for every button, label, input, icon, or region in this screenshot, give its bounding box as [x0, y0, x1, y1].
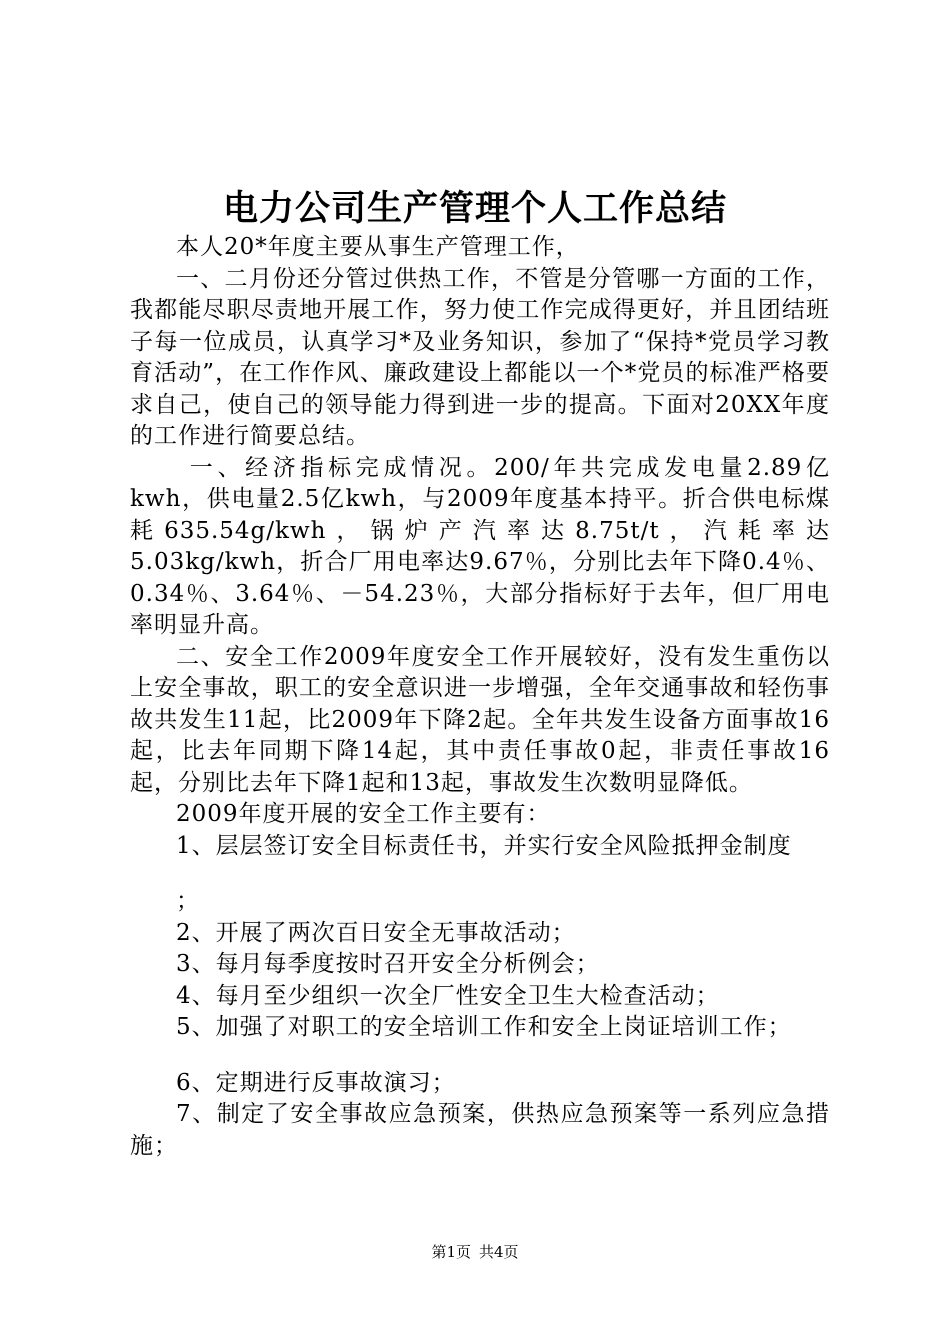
safety-list-item-2: 2、开展了两次百日安全无事故活动；: [176, 919, 576, 946]
economic-indicators-paragraph: 一、经济指标完成情况。200/年共完成发电量2.89亿kwh，供电量2.5亿kwh，与2009年度基本持平。折合供电标煤耗635.54g/kwh，锅炉产汽率达8.75t/t，汽耗率达5.03kg/kwh，折合厂用电率达9.67％，分别比去年下降0.4％、0.34％、3.64％、－54.23％，大部分指标好于去年，但厂用电率明显升高。: [130, 454, 830, 638]
page-total: 共4页: [479, 1243, 519, 1261]
page-footer: [0, 1242, 950, 1262]
safety-work-paragraph: 二、安全工作2009年度安全工作开展较好，没有发生重伤以上安全事故，职工的安全意识进一步增强，全年交通事故和轻伤事故共发生11起，比2009年下降2起。全年共发生设备方面事故16起，比去年同期下降14起，其中责任事故0起，非责任事故16起，分别比去年下降1起和13起，事故发生次数明显降低。: [130, 643, 830, 796]
safety-list-item-5: 5、加强了对职工的安全培训工作和安全上岗证培训工作；: [176, 1014, 792, 1040]
document-body: [130, 232, 830, 1162]
blank-line: [130, 862, 830, 886]
safety-list-item-1: 1、层层签订安全目标责任书，并实行安全风险抵押金制度: [176, 832, 792, 859]
page-number: 第1页: [431, 1243, 471, 1261]
safety-list-item-4: 4、每月至少组织一次全厂性安全卫生大检查活动；: [176, 982, 720, 1009]
safety-list-heading: 2009年度开展的安全工作主要有：: [176, 801, 551, 827]
safety-list-item-7: 7、制定了安全事故应急预案，供热应急预案等一系列应急措施；: [130, 1101, 830, 1159]
document-title: 电力公司生产管理个人工作总结: [222, 189, 727, 229]
safety-list-item-3: 3、每月每季度按时召开安全分析例会；: [176, 951, 600, 977]
overview-paragraph: 一、二月份还分管过供热工作，不管是分管哪一方面的工作，我都能尽职尽责地开展工作，努力使工作完成得更好，并且团结班子每一位成员，认真学习*及业务知识，参加了“保持*党员学习教育活动”，在工作作风、廉政建设上都能以一个*党员的标准严格要求自己，使自己的领导能力得到进一步的提高。下面对20XX年度的工作进行简要总结。: [130, 265, 830, 449]
intro-paragraph: 本人20*年度主要从事生产管理工作，: [176, 234, 580, 260]
safety-list-item-1-continuation: ；: [176, 888, 200, 914]
blank-line: [130, 1044, 830, 1068]
safety-list-item-6: 6、定期进行反事故演习；: [176, 1069, 456, 1096]
